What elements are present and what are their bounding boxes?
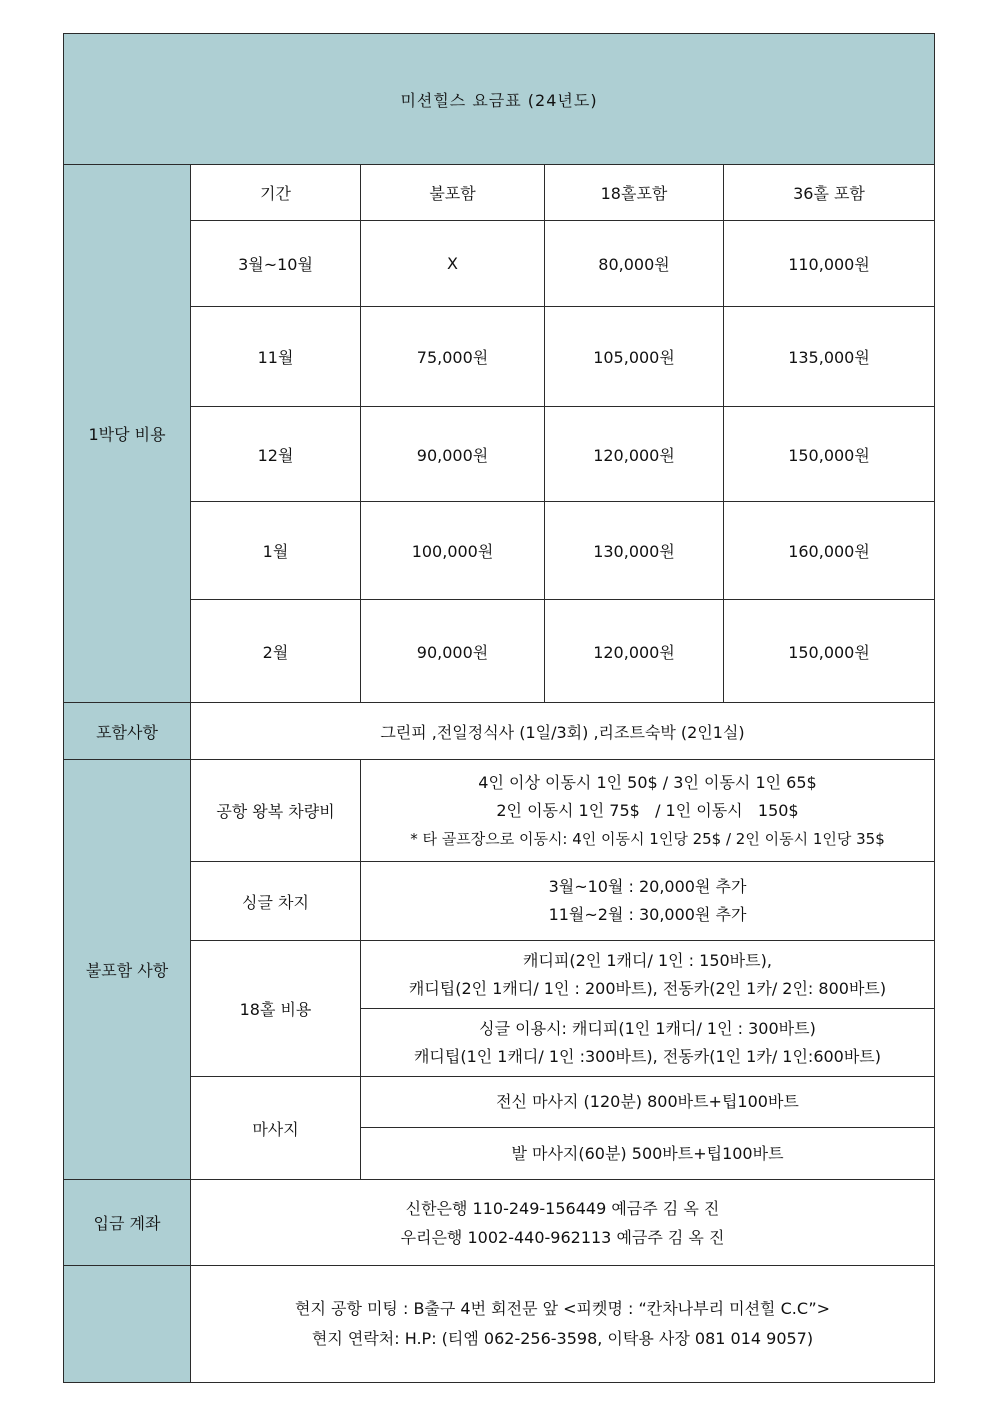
price-cell: X [361, 221, 545, 307]
hole18-line: 캐디피(2인 1캐디/ 1인 : 150바트), [523, 950, 772, 970]
single-charge-line: 3월~10월 : 20,000원 추가 [548, 877, 747, 896]
hole18-details [361, 941, 935, 1009]
meeting-line: 현지 공항 미팅 : B출구 4번 회전문 앞 <피켓명 : “칸차나부리 미션힐 C.C”> [294, 1299, 831, 1318]
deposit-label: 입금 계좌 [64, 1180, 191, 1266]
period-cell: 12월 [191, 407, 361, 502]
price-cell: 150,000원 [724, 600, 935, 703]
column-header: 불포함 [361, 165, 545, 221]
deposit-accounts [191, 1180, 935, 1266]
single-charge-label: 싱글 차지 [191, 862, 361, 941]
excluded-label: 불포함 사항 [64, 760, 191, 1180]
price-cell: 150,000원 [724, 407, 935, 502]
price-cell: 80,000원 [545, 221, 724, 307]
massage-label: 마사지 [191, 1077, 361, 1180]
table-row [64, 221, 935, 307]
price-cell: 90,000원 [361, 600, 545, 703]
transfer-line: 2인 이동시 1인 75$ / 1인 이동시 150$ [496, 800, 799, 820]
page-title: 미션힐스 요금표 (24년도) [64, 34, 935, 165]
rate-table [63, 33, 935, 1383]
transfer-line: 4인 이상 이동시 1인 50$ / 3인 이동시 1인 65$ [478, 772, 817, 792]
price-cell: 75,000원 [361, 307, 545, 407]
table-row [64, 407, 935, 502]
account-line: 신한은행 110-249-156449 예금주 김 옥 진 [405, 1198, 720, 1218]
period-cell: 11월 [191, 307, 361, 407]
transfer-details [361, 760, 935, 862]
price-cell: 135,000원 [724, 307, 935, 407]
column-header: 18홀포함 [545, 165, 724, 221]
account-line: 우리은행 1002-440-962113 예금주 김 옥 진 [400, 1227, 725, 1247]
price-cell: 130,000원 [545, 502, 724, 600]
massage-item: 발 마사지(60분) 500바트+팁100바트 [361, 1128, 935, 1180]
period-cell: 2월 [191, 600, 361, 703]
period-cell: 1월 [191, 502, 361, 600]
included-text: 그린피 ,전일정식사 (1일/3회) ,리조트숙박 (2인1실) [191, 703, 935, 760]
meeting-info [191, 1266, 935, 1383]
hole18-line: 싱글 이용시: 캐디피(1인 1캐디/ 1인 : 300바트) [479, 1018, 816, 1038]
table-row [64, 502, 935, 600]
single-charge-line: 11월~2월 : 30,000원 추가 [548, 905, 747, 924]
column-header: 36홀 포함 [724, 165, 935, 221]
transfer-label: 공항 왕복 차량비 [191, 760, 361, 862]
hole18-label: 18홀 비용 [191, 941, 361, 1077]
hole18-single-details [361, 1009, 935, 1077]
transfer-line: * 타 골프장으로 이동시: 4인 이동시 1인당 25$ / 2인 이동시 1인당 35$ [410, 829, 885, 848]
meeting-label [64, 1266, 191, 1383]
price-cell: 90,000원 [361, 407, 545, 502]
price-section-label: 1박당 비용 [64, 165, 191, 703]
single-charge-details [361, 862, 935, 941]
table-row [64, 600, 935, 703]
price-cell: 160,000원 [724, 502, 935, 600]
price-cell: 120,000원 [545, 600, 724, 703]
meeting-line: 현지 연락처: H.P: (티엠 062-256-3598, 이탁용 사장 081 014 9057) [311, 1329, 814, 1348]
price-cell: 110,000원 [724, 221, 935, 307]
hole18-line: 캐디팁(2인 1캐디/ 1인 : 200바트), 전동카(2인 1카/ 2인: 800바트) [408, 978, 887, 998]
included-label: 포함사항 [64, 703, 191, 760]
period-cell: 3월~10월 [191, 221, 361, 307]
column-header: 기간 [191, 165, 361, 221]
table-row [64, 307, 935, 407]
massage-item: 전신 마사지 (120분) 800바트+팁100바트 [361, 1077, 935, 1128]
price-cell: 100,000원 [361, 502, 545, 600]
price-cell: 120,000원 [545, 407, 724, 502]
price-cell: 105,000원 [545, 307, 724, 407]
hole18-line: 캐디팁(1인 1캐디/ 1인 :300바트), 전동카(1인 1카/ 1인:600바트) [413, 1046, 882, 1066]
